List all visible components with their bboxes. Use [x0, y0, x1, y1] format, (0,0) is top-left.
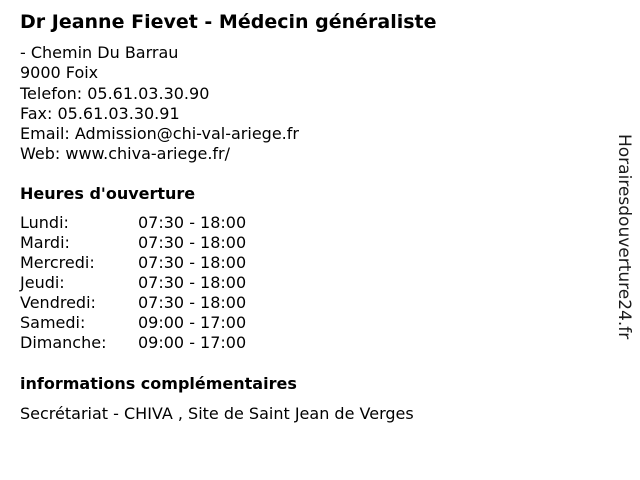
hours-row	[20, 293, 246, 313]
info-heading: informations complémentaires	[20, 374, 297, 393]
site-watermark: Horairesdouverture24.fr	[614, 134, 634, 340]
opening-hours-table	[20, 213, 246, 353]
day-label: Mercredi:	[20, 253, 95, 272]
hours-row	[20, 253, 246, 273]
time-range: 07:30 - 18:00	[138, 293, 247, 312]
website: Web: www.chiva-ariege.fr/	[20, 144, 231, 164]
time-range: 09:00 - 17:00	[138, 333, 247, 352]
phone-number: Telefon: 05.61.03.30.90	[20, 83, 210, 103]
time-range: 07:30 - 18:00	[138, 213, 247, 232]
hours-row	[20, 313, 246, 333]
hours-row	[20, 273, 246, 293]
time-range: 07:30 - 18:00	[138, 233, 247, 252]
fax-number: Fax: 05.61.03.30.91	[20, 103, 180, 123]
hours-row	[20, 333, 246, 353]
address-city: 9000 Foix	[20, 63, 99, 83]
day-label: Vendredi:	[20, 293, 96, 312]
time-range: 07:30 - 18:00	[138, 253, 247, 272]
contact-block	[20, 43, 299, 165]
day-label: Mardi:	[20, 233, 70, 252]
day-label: Dimanche:	[20, 333, 107, 352]
hours-row	[20, 233, 246, 253]
address-street: - Chemin Du Barrau	[20, 43, 179, 62]
page-title: Dr Jeanne Fievet - Médecin généraliste	[20, 11, 437, 33]
email-address: Email: Admission@chi-val-ariege.fr	[20, 124, 299, 144]
day-label: Lundi:	[20, 213, 69, 232]
time-range: 07:30 - 18:00	[138, 273, 247, 292]
day-label: Jeudi:	[20, 273, 65, 292]
day-label: Samedi:	[20, 313, 86, 332]
info-text: Secrétariat - CHIVA , Site de Saint Jean de Verges	[20, 404, 414, 423]
hours-heading: Heures d'ouverture	[20, 184, 196, 203]
time-range: 09:00 - 17:00	[138, 313, 247, 332]
hours-row	[20, 213, 246, 233]
